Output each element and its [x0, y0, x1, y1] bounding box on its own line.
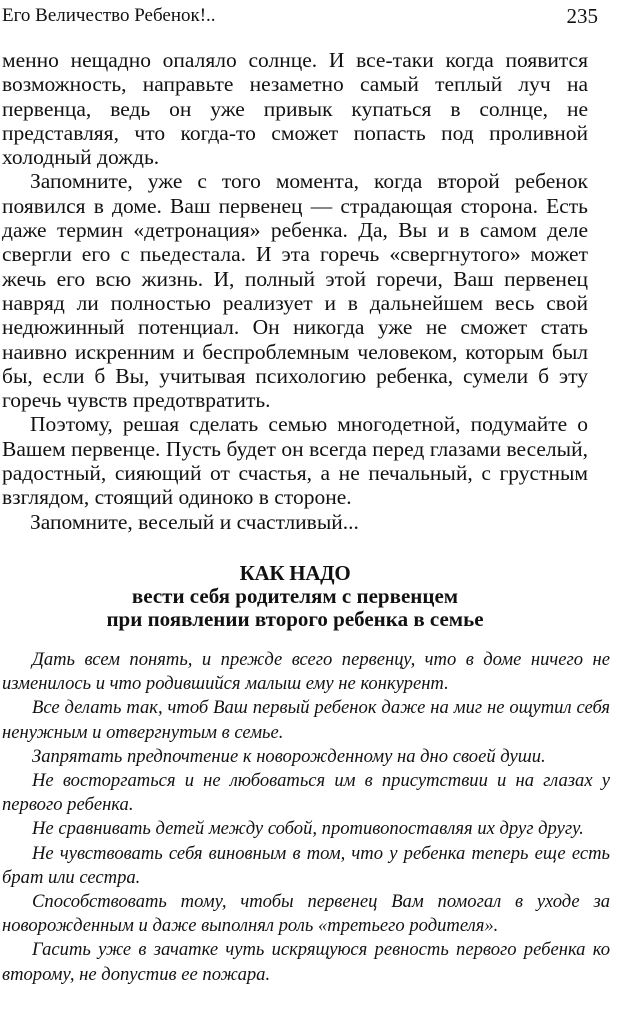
- rule-item: Способствовать тому, чтобы первенец Вам помогал в уходе за новорожденным и даже выполнял роль «третьего родителя».: [2, 891, 610, 937]
- running-head: [2, 4, 598, 28]
- rule-item: Запрятать предпочтение к новорожденному на дно своей души.: [32, 745, 546, 767]
- rule-item: Дать всем понять, и прежде всего первенцу, что в доме ничего не изменилось и что родившийся малыш ему не конкурент.: [2, 649, 610, 695]
- page-number: 235: [566, 4, 598, 28]
- rule-item: Не восторгаться и не любоваться им в присутствии и на глазах у первого ребенка.: [2, 770, 610, 816]
- section-heading-subtitle: вести себя родителям с первенцем: [131, 584, 459, 608]
- section-heading-subtitle: при появлении второго ребенка в семье: [106, 607, 484, 631]
- rule-item: Гасить уже в зачатке чуть искрящуюся ревность первого ребенка ко второму, не допустив ее пожара.: [2, 939, 610, 985]
- paragraph: менно нещадно опаляло солнце. И все-таки когда появится возможность, направьте незаметно самый теплый луч на первенца, ведь он уже привык купаться в солнце, не представляя, что когда-то сможет попасть под проливной холодный дождь.: [2, 48, 588, 170]
- section-heading: [2, 562, 588, 631]
- rule-item: Все делать так, чтоб Ваш первый ребенок даже на миг не ощутил себя ненужным и отвергнутым в семье.: [2, 697, 610, 743]
- body-text: [2, 48, 588, 534]
- paragraph: Запомните, уже с того момента, когда второй ребенок появился в доме. Ваш первенец — страдающая сторона. Есть даже термин «детронация» ребенка. Да, Вы и в самом деле свергли его с пьедестала. И эта горечь «свергнутого» может жечь его всю жизнь. И, полный этой горечи, Ваш первенец навряд ли полностью реализует и в дальнейшем весь свой недюжинный потенциал. Он никогда уже не сможет стать наивно искренним и беспроблемным человеком, которым был бы, если б Вы, учитывая психологию ребенка, сумели б эту горечь чувств предотвратить.: [2, 169, 588, 413]
- section-heading-title: КАК НАДО: [239, 561, 351, 585]
- rules-list: [2, 648, 610, 987]
- paragraph: Запомните, веселый и счастливый...: [30, 509, 359, 534]
- rule-item: Не сравнивать детей между собой, противопоставляя их друг другу.: [32, 818, 584, 840]
- rule-item: Не чувствовать себя виновным в том, что у ребенка теперь еще есть брат или сестра.: [2, 842, 610, 888]
- paragraph: Поэтому, решая сделать семью многодетной, подумайте о Вашем первенце. Пусть будет он всегда перед глазами веселый, радостный, сияющий от счастья, а не печальный, с грустным взглядом, стоящий одиноко в стороне.: [2, 412, 588, 510]
- book-title: Его Величество Ребенок!..: [2, 5, 216, 26]
